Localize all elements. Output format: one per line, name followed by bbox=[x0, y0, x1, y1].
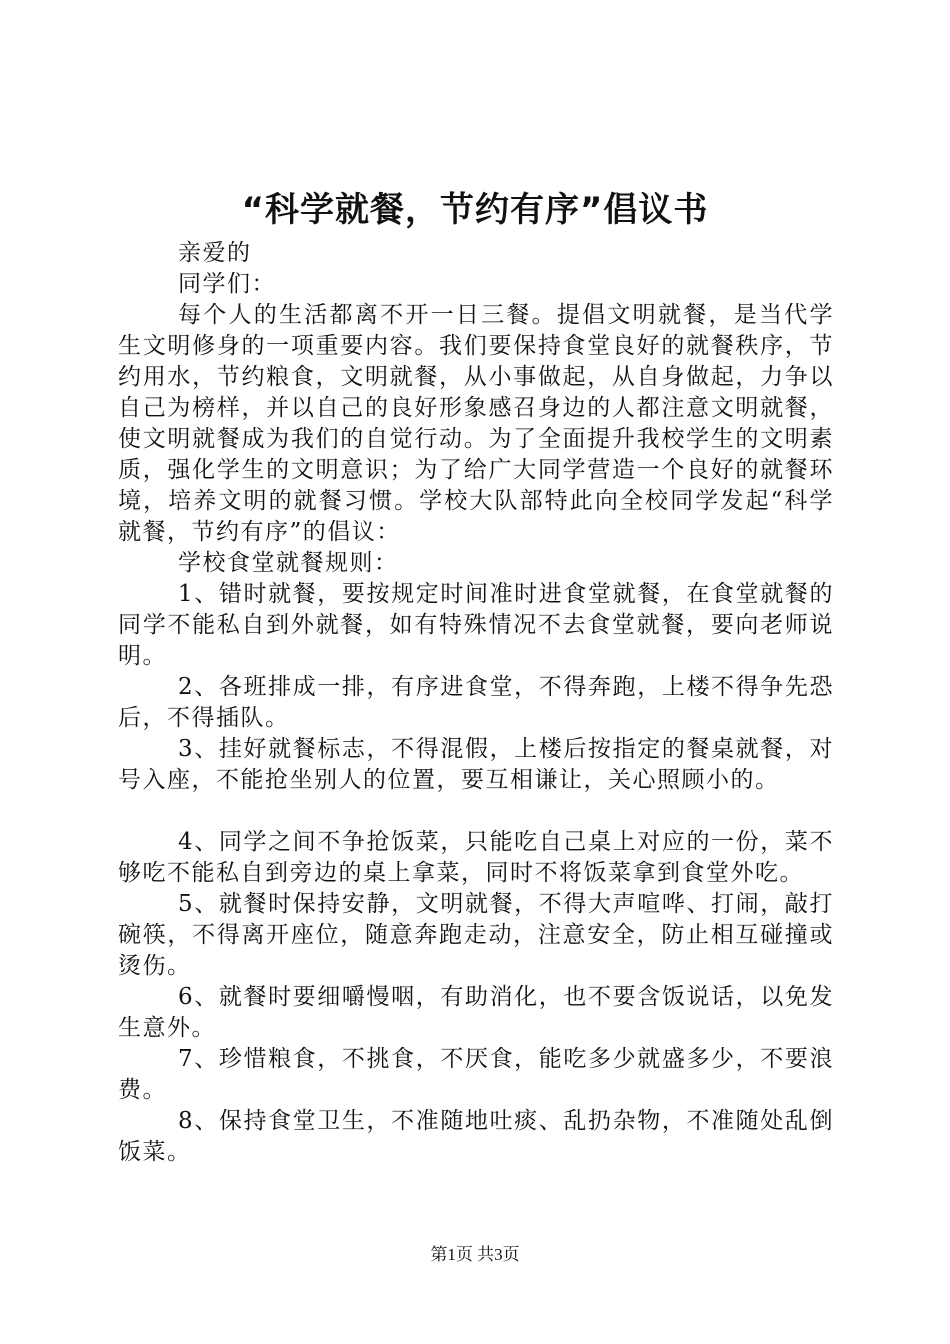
rules-heading: 学校食堂就餐规则： bbox=[178, 550, 399, 576]
rule-item: 6、就餐时要细嚼慢咽，有助消化，也不要含饭说话，以免发生意外。 bbox=[118, 984, 834, 1041]
rule-item: 1、错时就餐，要按规定时间准时进食堂就餐，在食堂就餐的同学不能私自到外就餐，如有特殊情况不去食堂就餐，要向老师说明。 bbox=[118, 581, 834, 669]
paragraph-gap bbox=[118, 796, 834, 827]
greeting-line-2: 同学们： bbox=[178, 271, 276, 297]
rule-item: 3、挂好就餐标志，不得混假，上楼后按指定的餐桌就餐，对号入座，不能抢坐别人的位置，要互相谦让，关心照顾小的。 bbox=[118, 736, 834, 793]
greeting-line-1: 亲爱的 bbox=[178, 240, 252, 266]
document-title: “科学就餐，节约有序”倡议书 bbox=[241, 190, 709, 230]
page-indicator: 第1页 共3页 bbox=[430, 1245, 520, 1264]
intro-paragraph: 每个人的生活都离不开一日三餐。提倡文明就餐，是当代学生文明修身的一项重要内容。我们要保持食堂良好的就餐秩序，节约用水，节约粮食，文明就餐，从小事做起，从自身做起，力争以自己为榜样，并以自己的良好形象感召身边的人都注意文明就餐，使文明就餐成为我们的自觉行动。为了全面提升我校学生的文明素质，强化学生的文明意识；为了给广大同学营造一个良好的就餐环境，培养文明的就餐习惯。学校大队部特此向全校同学发起“科学就餐，节约有序”的倡议： bbox=[118, 302, 834, 545]
document-body bbox=[118, 238, 834, 1168]
rule-item: 2、各班排成一排，有序进食堂，不得奔跑，上楼不得争先恐后，不得插队。 bbox=[118, 674, 834, 731]
rule-item: 5、就餐时保持安静，文明就餐，不得大声喧哗、打闹，敲打碗筷，不得离开座位，随意奔跑走动，注意安全，防止相互碰撞或烫伤。 bbox=[118, 891, 834, 979]
rule-item: 4、同学之间不争抢饭菜，只能吃自己桌上对应的一份，菜不够吃不能私自到旁边的桌上拿菜，同时不将饭菜拿到食堂外吃。 bbox=[118, 829, 834, 886]
rule-item: 7、珍惜粮食，不挑食，不厌食，能吃多少就盛多少，不要浪费。 bbox=[118, 1046, 834, 1103]
rule-item: 8、保持食堂卫生，不准随地吐痰、乱扔杂物，不准随处乱倒饭菜。 bbox=[118, 1108, 834, 1165]
